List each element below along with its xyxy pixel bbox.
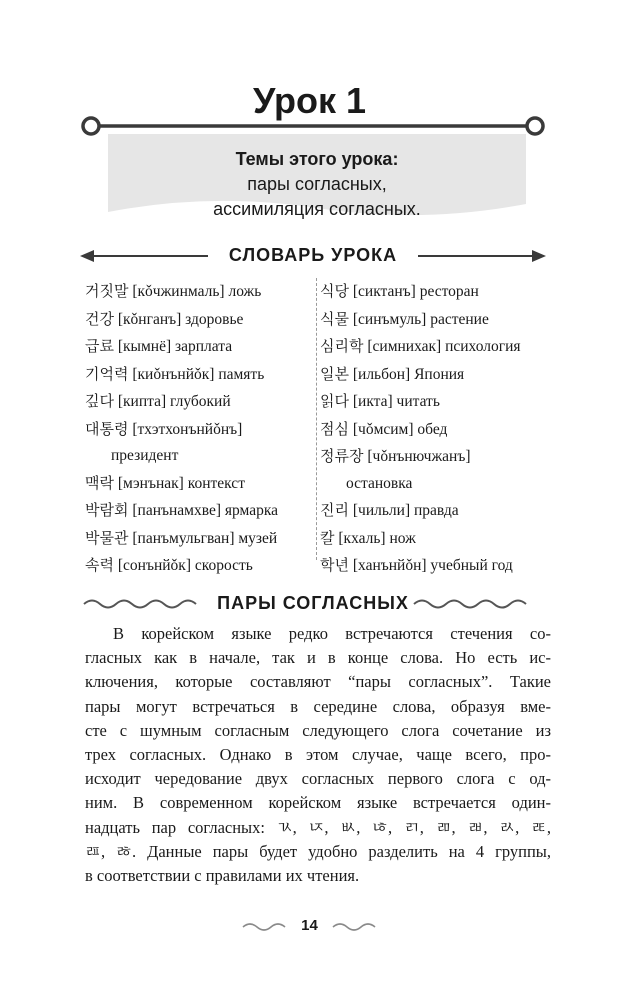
vocab-entry <box>320 306 560 334</box>
vocab-list-left <box>85 278 313 580</box>
section-header <box>80 590 546 618</box>
body-line: исходит чередование двух согласных первого слога с од- <box>85 769 551 789</box>
vocab-transcription-translation: [кǒнганъ] здоровье <box>113 310 244 328</box>
vocab-korean: 식물 <box>320 309 349 328</box>
vocab-korean: 거짓말 <box>85 282 129 300</box>
vocab-entry <box>85 416 313 470</box>
body-line: В корейском языке редко встречаются стечения со- <box>113 624 551 643</box>
vocab-transcription-translation: [кхаль] нож <box>334 529 416 547</box>
vocab-entry <box>85 497 313 525</box>
body-paragraph <box>85 622 551 888</box>
topics-line: ассимиляция согласных. <box>213 199 421 219</box>
vocab-entry <box>320 361 560 389</box>
vocab-transcription-translation: [чǒмсим] обед <box>348 420 448 438</box>
vocab-entry <box>85 525 313 553</box>
vocab-entry <box>320 443 560 497</box>
body-line: сте с шумным согласным следующего слога сочетание из <box>85 720 551 740</box>
vocab-translation-continued: остановка <box>346 474 413 492</box>
vocab-entry <box>85 333 313 361</box>
vocab-transcription-translation: [кымнё] зарплата <box>113 338 233 355</box>
vocab-divider <box>316 278 317 560</box>
body-line: ключения, которые составляют “пары согласных”. Такие <box>85 672 551 692</box>
page-number: 14 <box>301 917 318 934</box>
body-line: трех согласных. Однако в этом случае, чаще всего, про- <box>85 745 551 765</box>
vocab-korean: 읽다 <box>320 392 349 410</box>
body-line: гласных как в начале, так и в конце слова. Но есть ис- <box>85 648 551 668</box>
vocab-entry <box>85 306 313 334</box>
vocab-header <box>80 242 546 270</box>
vocab-transcription-translation: [сонънйǒк] скорость <box>113 557 253 574</box>
body-line: в соответствии с правилами их чтения. <box>85 866 360 886</box>
lesson-title: Урок 1 <box>252 80 367 121</box>
vocab-transcription-translation: [мэнънак] контекст <box>113 474 245 492</box>
vocab-entry <box>85 388 313 416</box>
vocab-korean: 정류장 <box>320 447 364 465</box>
vocab-korean: 급료 <box>85 337 114 355</box>
vocab-entry <box>85 470 313 498</box>
vocab-korean: 맥락 <box>85 473 114 492</box>
vocab-korean: 기억력 <box>85 364 129 383</box>
vocab-translation-continued: президент <box>111 447 179 464</box>
vocab-transcription-translation: [панъмульгван] музей <box>128 529 278 547</box>
vocab-korean: 일본 <box>320 364 349 383</box>
vocab-transcription-translation: [кипта] глубокий <box>113 393 231 410</box>
vocab-korean: 학년 <box>320 556 349 574</box>
vocab-korean: 박물관 <box>85 528 129 547</box>
vocab-entry <box>320 416 560 444</box>
vocab-entry <box>85 361 313 389</box>
vocab-korean: 식당 <box>320 282 349 300</box>
vocab-korean: 점심 <box>320 419 349 438</box>
vocab-transcription-translation: [панънамхве] ярмарка <box>128 502 279 519</box>
vocab-transcription-translation: [киǒнънйǒк] память <box>128 365 265 383</box>
vocab-transcription-translation: [ханънйǒн] учебный год <box>348 557 513 574</box>
vocab-transcription-translation: [синъмуль] растение <box>348 310 489 328</box>
vocab-entry <box>320 333 560 361</box>
vocab-transcription-translation: [чǒнънючжанъ] <box>363 448 471 465</box>
lesson-topics <box>108 147 526 222</box>
vocab-entry <box>320 552 560 580</box>
vocab-transcription-translation: [тхэтхонънйǒнъ] <box>128 420 243 438</box>
vocab-korean: 건강 <box>85 309 114 328</box>
topics-heading: Темы этого урока: <box>235 149 399 169</box>
topics-line: пары согласных, <box>247 174 387 194</box>
vocab-title: СЛОВАРЬ УРОКА <box>228 245 398 265</box>
body-line: пары могут встречаться в середине слова, образуя вме- <box>85 696 551 716</box>
section-title: ПАРЫ СОГЛАСНЫХ <box>217 593 409 613</box>
vocab-entry <box>320 278 560 306</box>
vocab-korean: 박람회 <box>85 501 129 519</box>
vocab-korean: 칼 <box>320 528 335 547</box>
vocab-transcription-translation: [симнихак] психология <box>363 338 521 355</box>
vocab-entry <box>320 497 560 525</box>
vocab-transcription-translation: [чильли] правда <box>348 502 459 519</box>
body-line: ним. В современном корейском языке встречается один- <box>85 793 551 813</box>
vocab-entry <box>85 278 313 306</box>
vocab-entry <box>320 525 560 553</box>
vocab-korean: 대통령 <box>85 419 129 438</box>
vocab-entry <box>320 388 560 416</box>
vocab-entry <box>85 552 313 580</box>
vocab-transcription-translation: [икта] читать <box>348 393 440 410</box>
body-line: надцать пар согласных: ㄳ, ㄵ, ㅄ, ㄶ, ㄺ, ㄻ, ㄼ, ㄽ, ㄾ, <box>85 817 551 837</box>
vocab-transcription-translation: [сиктанъ] ресторан <box>348 283 479 300</box>
vocab-transcription-translation: [кǒчжинмаль] ложь <box>128 283 262 300</box>
vocab-korean: 진리 <box>320 501 349 519</box>
vocab-transcription-translation: [ильбон] Япония <box>348 365 465 383</box>
vocab-korean: 깊다 <box>85 392 114 410</box>
vocab-korean: 심리학 <box>320 337 364 355</box>
vocab-korean: 속력 <box>85 556 114 574</box>
body-line: ㄿ, ㅀ. Данные пары будет удобно разделить на 4 группы, <box>85 841 551 861</box>
vocab-list-right <box>320 278 560 580</box>
